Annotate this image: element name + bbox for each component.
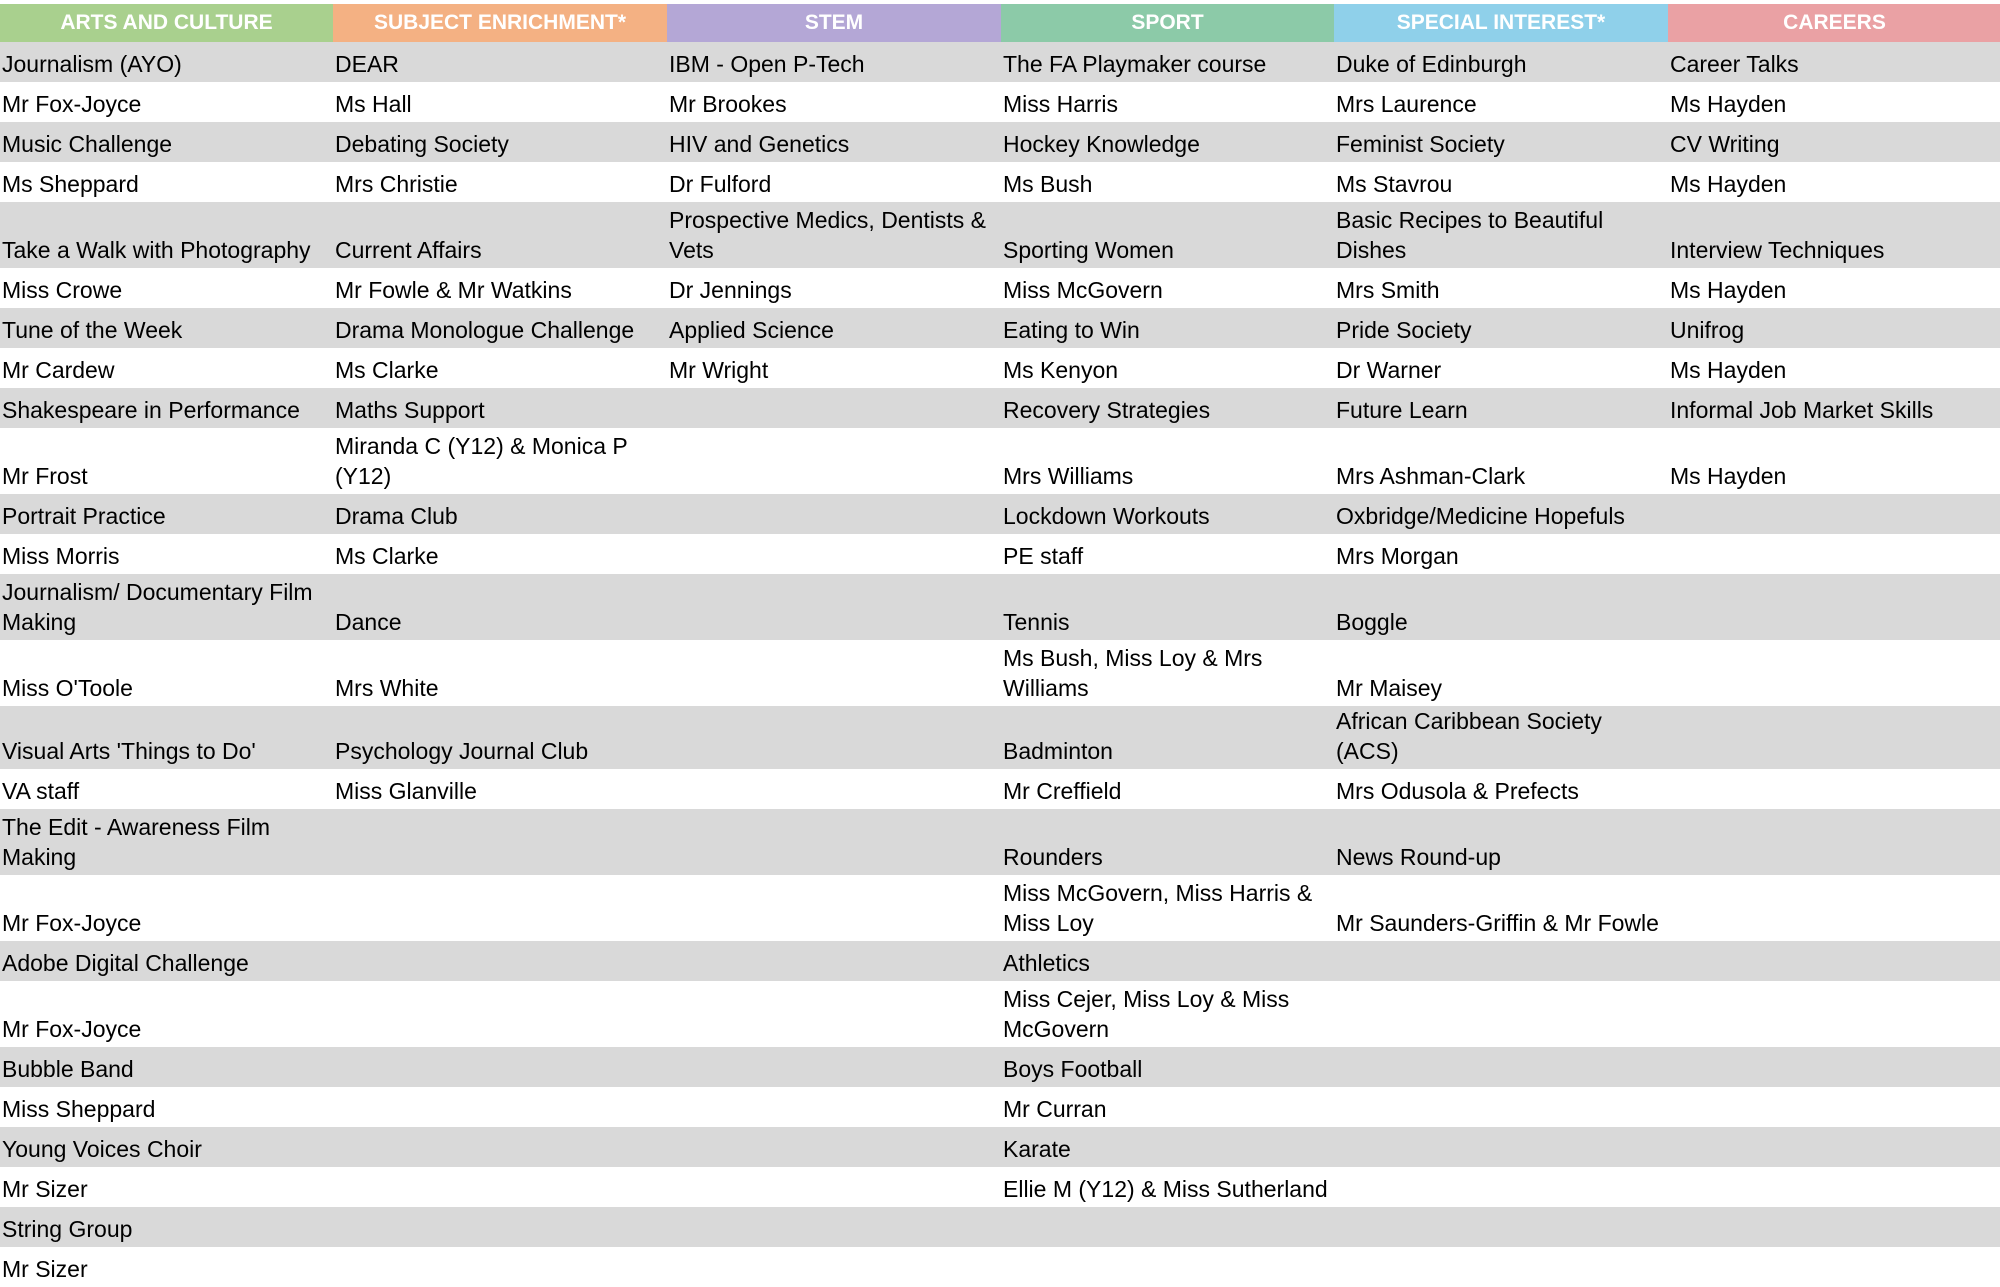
table-cell-sport: The FA Playmaker course bbox=[1001, 42, 1334, 82]
table-cell-stem bbox=[667, 809, 1001, 875]
table-cell-special-interest: Mr Saunders-Griffin & Mr Fowle bbox=[1334, 875, 1668, 941]
table-cell-careers: Ms Hayden bbox=[1668, 82, 2000, 122]
table-cell-stem bbox=[667, 574, 1001, 640]
table-cell-sport: PE staff bbox=[1001, 534, 1334, 574]
table-row bbox=[0, 1127, 2000, 1167]
table-row bbox=[0, 162, 2000, 202]
table-row bbox=[0, 388, 2000, 428]
table-cell-arts-and-culture: Mr Cardew bbox=[0, 348, 333, 388]
table-cell-careers: Unifrog bbox=[1668, 308, 2000, 348]
table-cell-careers bbox=[1668, 1207, 2000, 1247]
table-cell-sport: Athletics bbox=[1001, 941, 1334, 981]
table-row bbox=[0, 809, 2000, 875]
table-cell-arts-and-culture: Tune of the Week bbox=[0, 308, 333, 348]
table-cell-sport: Miss Harris bbox=[1001, 82, 1334, 122]
table-row bbox=[0, 1047, 2000, 1087]
table-cell-subject-enrichment bbox=[333, 1087, 667, 1127]
table-cell-arts-and-culture: Visual Arts 'Things to Do' bbox=[0, 706, 333, 769]
table-cell-sport: Ellie M (Y12) & Miss Sutherland bbox=[1001, 1167, 1334, 1207]
table-row bbox=[0, 1247, 2000, 1287]
table-cell-special-interest: Pride Society bbox=[1334, 308, 1668, 348]
table-cell-stem: Mr Brookes bbox=[667, 82, 1001, 122]
table-cell-careers: Ms Hayden bbox=[1668, 348, 2000, 388]
table-cell-special-interest bbox=[1334, 1127, 1668, 1167]
table-row bbox=[0, 640, 2000, 706]
table-cell-stem: HIV and Genetics bbox=[667, 122, 1001, 162]
table-cell-special-interest bbox=[1334, 981, 1668, 1047]
table-row bbox=[0, 1087, 2000, 1127]
table-row bbox=[0, 706, 2000, 769]
table-row bbox=[0, 348, 2000, 388]
table-cell-special-interest bbox=[1334, 1167, 1668, 1207]
table-cell-special-interest: Boggle bbox=[1334, 574, 1668, 640]
table-cell-careers bbox=[1668, 1127, 2000, 1167]
table-cell-special-interest: Feminist Society bbox=[1334, 122, 1668, 162]
table-cell-special-interest: Duke of Edinburgh bbox=[1334, 42, 1668, 82]
table-cell-special-interest: Mrs Morgan bbox=[1334, 534, 1668, 574]
table-cell-subject-enrichment: Psychology Journal Club bbox=[333, 706, 667, 769]
table-cell-careers bbox=[1668, 981, 2000, 1047]
enrichment-table bbox=[0, 4, 2000, 1287]
table-cell-special-interest bbox=[1334, 1087, 1668, 1127]
table-cell-arts-and-culture: Mr Fox-Joyce bbox=[0, 981, 333, 1047]
column-header-arts-and-culture: ARTS AND CULTURE bbox=[0, 4, 333, 42]
table-cell-arts-and-culture: Portrait Practice bbox=[0, 494, 333, 534]
table-cell-stem: Mr Wright bbox=[667, 348, 1001, 388]
table-cell-subject-enrichment: Dance bbox=[333, 574, 667, 640]
table-cell-special-interest: News Round-up bbox=[1334, 809, 1668, 875]
table-cell-sport: Mr Curran bbox=[1001, 1087, 1334, 1127]
table-cell-special-interest: Oxbridge/Medicine Hopefuls bbox=[1334, 494, 1668, 534]
table-cell-arts-and-culture: Music Challenge bbox=[0, 122, 333, 162]
table-cell-arts-and-culture: Miss Morris bbox=[0, 534, 333, 574]
table-cell-arts-and-culture: Shakespeare in Performance bbox=[0, 388, 333, 428]
table-cell-special-interest bbox=[1334, 941, 1668, 981]
table-cell-careers: CV Writing bbox=[1668, 122, 2000, 162]
table-row bbox=[0, 308, 2000, 348]
table-cell-subject-enrichment: Ms Hall bbox=[333, 82, 667, 122]
table-cell-careers bbox=[1668, 1167, 2000, 1207]
table-cell-subject-enrichment: Mrs White bbox=[333, 640, 667, 706]
table-cell-subject-enrichment: Mr Fowle & Mr Watkins bbox=[333, 268, 667, 308]
table-cell-arts-and-culture: Bubble Band bbox=[0, 1047, 333, 1087]
table-cell-arts-and-culture: Mr Sizer bbox=[0, 1167, 333, 1207]
table-cell-arts-and-culture: Miss O'Toole bbox=[0, 640, 333, 706]
table-cell-subject-enrichment: Current Affairs bbox=[333, 202, 667, 268]
table-cell-special-interest: Mrs Odusola & Prefects bbox=[1334, 769, 1668, 809]
table-cell-arts-and-culture: Miss Crowe bbox=[0, 268, 333, 308]
table-cell-careers: Informal Job Market Skills bbox=[1668, 388, 2000, 428]
table-cell-arts-and-culture: Adobe Digital Challenge bbox=[0, 941, 333, 981]
table-cell-careers bbox=[1668, 1047, 2000, 1087]
table-row bbox=[0, 534, 2000, 574]
table-cell-subject-enrichment: Drama Club bbox=[333, 494, 667, 534]
table-cell-careers: Interview Techniques bbox=[1668, 202, 2000, 268]
column-header-subject-enrichment: SUBJECT ENRICHMENT* bbox=[333, 4, 667, 42]
table-cell-stem: IBM - Open P-Tech bbox=[667, 42, 1001, 82]
column-header-sport: SPORT bbox=[1001, 4, 1334, 42]
table-cell-special-interest: Mrs Smith bbox=[1334, 268, 1668, 308]
table-row bbox=[0, 202, 2000, 268]
table-cell-careers bbox=[1668, 1247, 2000, 1287]
table-cell-arts-and-culture: Ms Sheppard bbox=[0, 162, 333, 202]
table-cell-sport: Lockdown Workouts bbox=[1001, 494, 1334, 534]
table-row bbox=[0, 42, 2000, 82]
table-cell-careers: Ms Hayden bbox=[1668, 428, 2000, 494]
table-cell-stem: Prospective Medics, Dentists & Vets bbox=[667, 202, 1001, 268]
table-cell-subject-enrichment bbox=[333, 1127, 667, 1167]
table-row bbox=[0, 875, 2000, 941]
table-cell-arts-and-culture: Miss Sheppard bbox=[0, 1087, 333, 1127]
table-cell-arts-and-culture: The Edit - Awareness Film Making bbox=[0, 809, 333, 875]
column-header-careers: CAREERS bbox=[1668, 4, 2000, 42]
table-cell-sport: Badminton bbox=[1001, 706, 1334, 769]
table-cell-subject-enrichment bbox=[333, 1207, 667, 1247]
table-cell-stem: Applied Science bbox=[667, 308, 1001, 348]
table-cell-careers bbox=[1668, 941, 2000, 981]
table-cell-special-interest: Mr Maisey bbox=[1334, 640, 1668, 706]
table-cell-special-interest: Future Learn bbox=[1334, 388, 1668, 428]
table-cell-stem bbox=[667, 981, 1001, 1047]
table-cell-stem bbox=[667, 534, 1001, 574]
table-cell-stem bbox=[667, 428, 1001, 494]
table-cell-subject-enrichment: Mrs Christie bbox=[333, 162, 667, 202]
table-cell-special-interest: Mrs Laurence bbox=[1334, 82, 1668, 122]
table-cell-arts-and-culture: Mr Fox-Joyce bbox=[0, 82, 333, 122]
table-row bbox=[0, 941, 2000, 981]
table-cell-sport: Mr Creffield bbox=[1001, 769, 1334, 809]
table-cell-special-interest: Dr Warner bbox=[1334, 348, 1668, 388]
table-row bbox=[0, 769, 2000, 809]
table-cell-sport: Miss McGovern, Miss Harris & Miss Loy bbox=[1001, 875, 1334, 941]
table-cell-stem bbox=[667, 1087, 1001, 1127]
table-cell-special-interest bbox=[1334, 1207, 1668, 1247]
table-row bbox=[0, 428, 2000, 494]
table-cell-arts-and-culture: Take a Walk with Photography bbox=[0, 202, 333, 268]
table-cell-subject-enrichment: Miss Glanville bbox=[333, 769, 667, 809]
table-cell-careers bbox=[1668, 706, 2000, 769]
table-cell-subject-enrichment bbox=[333, 941, 667, 981]
table-cell-arts-and-culture: Journalism (AYO) bbox=[0, 42, 333, 82]
column-header-stem: STEM bbox=[667, 4, 1001, 42]
table-row bbox=[0, 82, 2000, 122]
table-cell-arts-and-culture: Mr Fox-Joyce bbox=[0, 875, 333, 941]
table-cell-sport bbox=[1001, 1247, 1334, 1287]
table-row bbox=[0, 981, 2000, 1047]
table-cell-special-interest bbox=[1334, 1247, 1668, 1287]
table-cell-subject-enrichment bbox=[333, 981, 667, 1047]
table-cell-stem bbox=[667, 941, 1001, 981]
table-row bbox=[0, 268, 2000, 308]
table-cell-sport: Tennis bbox=[1001, 574, 1334, 640]
table-cell-careers bbox=[1668, 640, 2000, 706]
table-cell-careers: Ms Hayden bbox=[1668, 268, 2000, 308]
table-cell-careers: Ms Hayden bbox=[1668, 162, 2000, 202]
table-row bbox=[0, 1167, 2000, 1207]
table-body bbox=[0, 42, 2000, 1287]
table-cell-careers bbox=[1668, 574, 2000, 640]
table-row bbox=[0, 494, 2000, 534]
table-cell-subject-enrichment bbox=[333, 875, 667, 941]
table-cell-arts-and-culture: VA staff bbox=[0, 769, 333, 809]
table-cell-stem bbox=[667, 1047, 1001, 1087]
table-cell-arts-and-culture: Young Voices Choir bbox=[0, 1127, 333, 1167]
table-cell-stem bbox=[667, 769, 1001, 809]
table-cell-stem bbox=[667, 1247, 1001, 1287]
table-cell-subject-enrichment bbox=[333, 1247, 667, 1287]
table-cell-special-interest: Ms Stavrou bbox=[1334, 162, 1668, 202]
table-cell-special-interest: Basic Recipes to Beautiful Dishes bbox=[1334, 202, 1668, 268]
table-cell-arts-and-culture: Journalism/ Documentary Film Making bbox=[0, 574, 333, 640]
table-cell-subject-enrichment: Maths Support bbox=[333, 388, 667, 428]
table-cell-special-interest bbox=[1334, 1047, 1668, 1087]
table-cell-stem bbox=[667, 706, 1001, 769]
column-header-special-interest: SPECIAL INTEREST* bbox=[1334, 4, 1668, 42]
table-cell-subject-enrichment: DEAR bbox=[333, 42, 667, 82]
table-cell-careers bbox=[1668, 769, 2000, 809]
table-cell-stem: Dr Fulford bbox=[667, 162, 1001, 202]
table-cell-arts-and-culture: Mr Frost bbox=[0, 428, 333, 494]
table-cell-sport: Karate bbox=[1001, 1127, 1334, 1167]
table-cell-sport: Miss McGovern bbox=[1001, 268, 1334, 308]
table-cell-careers bbox=[1668, 534, 2000, 574]
table-cell-arts-and-culture: String Group bbox=[0, 1207, 333, 1247]
table-cell-stem bbox=[667, 1167, 1001, 1207]
table-cell-sport: Mrs Williams bbox=[1001, 428, 1334, 494]
table-cell-stem bbox=[667, 1207, 1001, 1247]
table-cell-special-interest: Mrs Ashman-Clark bbox=[1334, 428, 1668, 494]
table-cell-subject-enrichment bbox=[333, 809, 667, 875]
table-cell-stem: Dr Jennings bbox=[667, 268, 1001, 308]
table-cell-subject-enrichment: Miranda C (Y12) & Monica P (Y12) bbox=[333, 428, 667, 494]
table-cell-sport: Ms Bush, Miss Loy & Mrs Williams bbox=[1001, 640, 1334, 706]
table-row bbox=[0, 1207, 2000, 1247]
table-cell-sport: Eating to Win bbox=[1001, 308, 1334, 348]
table-cell-careers: Career Talks bbox=[1668, 42, 2000, 82]
table-cell-careers bbox=[1668, 494, 2000, 534]
table-cell-arts-and-culture: Mr Sizer bbox=[0, 1247, 333, 1287]
table-cell-careers bbox=[1668, 875, 2000, 941]
table-cell-stem bbox=[667, 640, 1001, 706]
table-cell-subject-enrichment: Ms Clarke bbox=[333, 348, 667, 388]
table-cell-subject-enrichment: Drama Monologue Challenge bbox=[333, 308, 667, 348]
table-cell-stem bbox=[667, 388, 1001, 428]
table-cell-stem bbox=[667, 1127, 1001, 1167]
header-row bbox=[0, 4, 2000, 42]
table-cell-sport: Ms Kenyon bbox=[1001, 348, 1334, 388]
table-cell-sport: Hockey Knowledge bbox=[1001, 122, 1334, 162]
table-cell-stem bbox=[667, 494, 1001, 534]
table-cell-subject-enrichment bbox=[333, 1047, 667, 1087]
table-cell-special-interest: African Caribbean Society (ACS) bbox=[1334, 706, 1668, 769]
table-cell-sport: Sporting Women bbox=[1001, 202, 1334, 268]
table-cell-sport: Rounders bbox=[1001, 809, 1334, 875]
table-cell-sport: Boys Football bbox=[1001, 1047, 1334, 1087]
table-cell-subject-enrichment: Ms Clarke bbox=[333, 534, 667, 574]
table-cell-careers bbox=[1668, 809, 2000, 875]
table-cell-subject-enrichment: Debating Society bbox=[333, 122, 667, 162]
table-cell-careers bbox=[1668, 1087, 2000, 1127]
table-cell-sport bbox=[1001, 1207, 1334, 1247]
table-cell-stem bbox=[667, 875, 1001, 941]
table-cell-subject-enrichment bbox=[333, 1167, 667, 1207]
table-cell-sport: Miss Cejer, Miss Loy & Miss McGovern bbox=[1001, 981, 1334, 1047]
table-row bbox=[0, 122, 2000, 162]
table-row bbox=[0, 574, 2000, 640]
table-cell-sport: Recovery Strategies bbox=[1001, 388, 1334, 428]
table-cell-sport: Ms Bush bbox=[1001, 162, 1334, 202]
